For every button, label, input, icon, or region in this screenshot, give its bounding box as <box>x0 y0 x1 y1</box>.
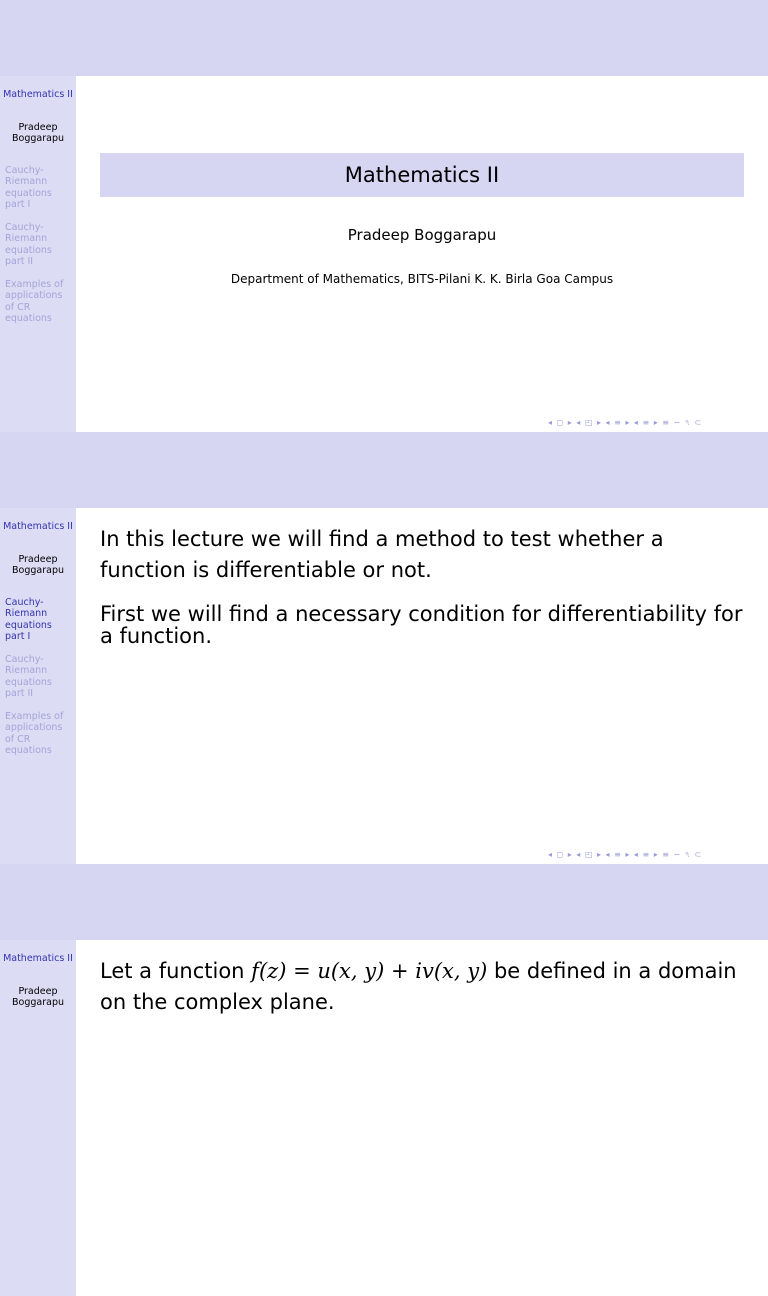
sidebar-section-3[interactable]: Examples of applications of CR equations <box>5 279 64 324</box>
nav-symbols[interactable]: ◂ ◻ ▸ ◂ ◰ ▸ ◂ ≡ ▸ ◂ ≡ ▸ ≡ ∽ ৭ ⊂ <box>548 850 703 859</box>
institute: Department of Mathematics, BITS-Pilani K. K. Birla Goa Campus <box>230 272 614 286</box>
slide-2 <box>0 432 768 864</box>
header-bar <box>0 864 768 940</box>
sidebar-section-1[interactable]: Cauchy-Riemann equations part I <box>5 165 52 210</box>
sidebar-author: Pradeep Boggarapu <box>12 554 64 576</box>
sidebar-section-2[interactable]: Cauchy-Riemann equations part II <box>5 654 52 699</box>
author: Pradeep Boggarapu <box>347 226 497 244</box>
sidebar-section-2[interactable]: Cauchy-Riemann equations part II <box>5 222 52 267</box>
sidebar-title[interactable]: Mathematics II <box>3 953 73 964</box>
sidebar-title[interactable]: Mathematics II <box>3 89 73 100</box>
nav-symbols[interactable]: ◂ ◻ ▸ ◂ ◰ ▸ ◂ ≡ ▸ ◂ ≡ ▸ ≡ ∽ ৭ ⊂ <box>548 418 703 427</box>
sidebar <box>0 76 76 432</box>
paragraph-3-pre: Let a function <box>100 959 252 983</box>
paragraph-1: In this lecture we will find a method to test whether a function is differentiable or not. <box>100 527 664 582</box>
function-formula: f(z) = u(x, y) + iv(x, y) <box>251 959 488 983</box>
sidebar-author: Pradeep Boggarapu <box>12 122 64 144</box>
slide-title: Mathematics II <box>344 163 500 187</box>
paragraph-3 <box>100 956 750 1018</box>
sidebar-section-1[interactable]: Cauchy-Riemann equations part I <box>5 597 52 642</box>
header-bar <box>0 432 768 508</box>
sidebar-title[interactable]: Mathematics II <box>3 521 73 532</box>
paragraph-3-post: be defined in a domain on the complex plane. <box>100 959 737 1014</box>
slide-3 <box>0 864 768 1296</box>
sidebar-section-3[interactable]: Examples of applications of CR equations <box>5 711 64 756</box>
header-bar <box>0 0 768 76</box>
sidebar-author: Pradeep Boggarapu <box>12 986 64 1008</box>
sidebar <box>0 508 76 864</box>
sidebar <box>0 940 76 1296</box>
paragraph-2: First we will find a necessary condition for differentiability for a function. <box>100 602 743 648</box>
title-box <box>100 153 744 197</box>
slide-1 <box>0 0 768 432</box>
